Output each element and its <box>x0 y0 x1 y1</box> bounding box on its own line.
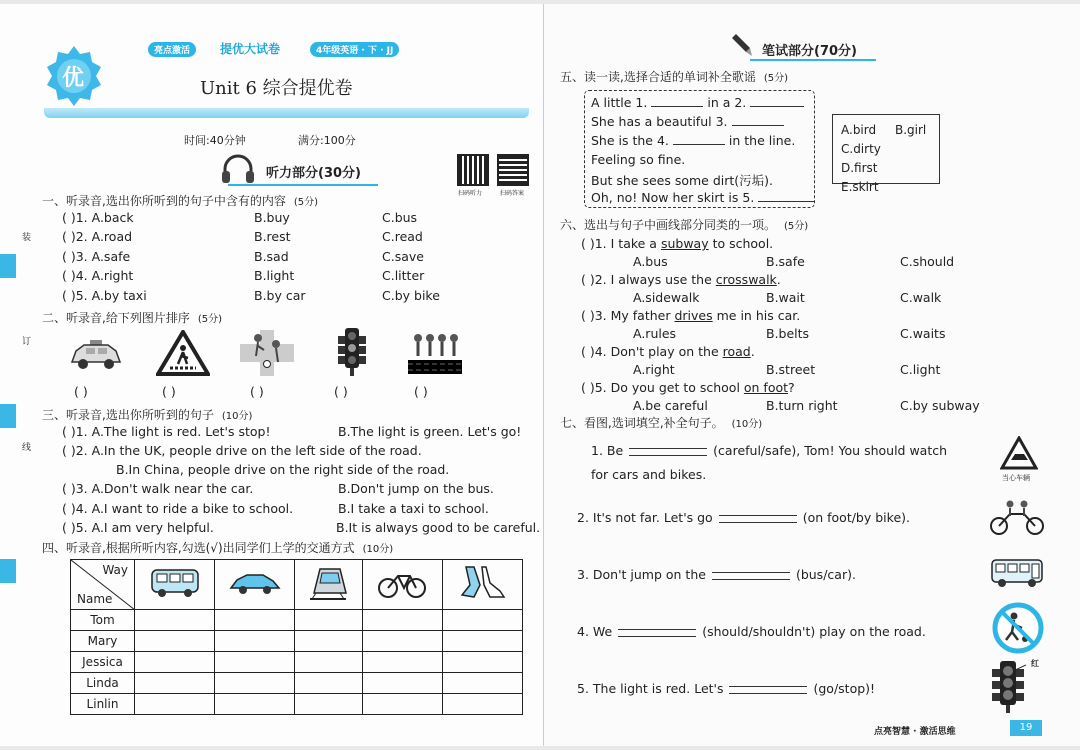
check-cell[interactable] <box>442 610 522 631</box>
section-2-title: 二、听录音,给下列图片排序 (5分) <box>42 311 222 325</box>
s1-option-c: C.bus <box>382 210 418 225</box>
s6-option-b: B.wait <box>766 290 805 305</box>
side-tab <box>0 254 16 278</box>
s1-option-c: C.save <box>382 249 424 264</box>
check-cell[interactable] <box>295 673 363 694</box>
answer-blank[interactable] <box>629 448 707 456</box>
transport-table <box>70 559 523 715</box>
crosswalk-sign-icon <box>156 330 210 380</box>
bicycle-icon <box>362 560 442 610</box>
traffic-light-icon <box>990 659 1026 717</box>
student-name: Mary <box>71 631 135 652</box>
check-cell[interactable] <box>362 610 442 631</box>
s7-item-4: 4. We (should/shouldn't) play on the road. <box>577 624 926 639</box>
student-name: Linlin <box>71 694 135 715</box>
chant-line: She is the 4. in the line. <box>591 133 796 148</box>
chant-line: A little 1. in a 2. <box>591 95 804 110</box>
word-option: B.girl <box>895 123 927 137</box>
corner-way: Way <box>102 563 128 577</box>
check-cell[interactable] <box>215 631 295 652</box>
word-option: E.skirt <box>841 180 879 194</box>
blank-3[interactable] <box>732 125 784 126</box>
check-cell[interactable] <box>135 673 215 694</box>
word-option: C.dirty <box>841 142 881 156</box>
s6-option-b: B.safe <box>766 254 805 269</box>
binding-label: 装 <box>22 233 32 243</box>
s1-option-b: B.buy <box>254 210 290 225</box>
s3-item-4: ( )4. A.I want to ride a bike to school. <box>62 501 294 516</box>
check-cell[interactable] <box>362 631 442 652</box>
check-cell[interactable] <box>362 673 442 694</box>
chant-line: Feeling so fine. <box>591 152 686 167</box>
student-name: Linda <box>71 673 135 694</box>
s3-option-b: B.I take a taxi to school. <box>338 501 489 516</box>
answer-blank[interactable] <box>618 629 696 637</box>
s7-item-5: 5. The light is red. Let's (go/stop)! <box>577 681 876 696</box>
s7-item-3: 3. Don't jump on the (bus/car). <box>577 567 856 582</box>
warning-sign-icon <box>1000 436 1038 474</box>
s1-option-b: B.rest <box>254 229 291 244</box>
check-cell[interactable] <box>215 652 295 673</box>
left-page <box>0 4 543 746</box>
side-tab <box>0 404 16 428</box>
student-name: Jessica <box>71 652 135 673</box>
side-tab <box>0 559 16 583</box>
s6-option-b: B.turn right <box>766 398 838 413</box>
chant-line: Oh, no! Now her skirt is 5. <box>591 190 814 205</box>
s7-item-2: 2. It's not far. Let's go (on foot/by bike). <box>577 510 910 525</box>
check-cell[interactable] <box>362 652 442 673</box>
check-cell[interactable] <box>362 694 442 715</box>
blank-5[interactable] <box>758 201 814 202</box>
sign-caption: 当心车辆 <box>1002 474 1030 482</box>
s6-option-a: A.rules <box>633 326 677 341</box>
bus-icon <box>135 560 215 610</box>
section-4-title: 四、听录音,根据所听内容,勾选(√)出同学们上学的交通方式 (10分) <box>42 541 394 555</box>
qr-label: 扫码答案 <box>500 190 525 197</box>
corner-name: Name <box>77 592 113 606</box>
s3-item-5: ( )5. A.I am very helpful. <box>62 520 214 535</box>
s6-option-a: A.be careful <box>633 398 708 413</box>
s1-option-b: B.sad <box>254 249 289 264</box>
check-cell[interactable] <box>215 673 295 694</box>
check-cell[interactable] <box>442 652 522 673</box>
check-cell[interactable] <box>215 610 295 631</box>
page-number: 19 <box>1010 720 1042 736</box>
table-corner <box>71 560 135 610</box>
s3-option-b: B.It is always good to be careful. <box>336 520 541 535</box>
s3-item-1: ( )1. A.The light is red. Let's stop! <box>62 424 271 439</box>
book-title: 提优大试卷 <box>220 42 281 56</box>
s6-option-a: A.bus <box>633 254 668 269</box>
pencil-icon <box>732 32 754 60</box>
check-cell[interactable] <box>135 610 215 631</box>
check-cell[interactable] <box>215 694 295 715</box>
answer-bracket[interactable]: ( ) <box>334 384 348 399</box>
check-cell[interactable] <box>442 694 522 715</box>
qr-code-icon[interactable] <box>497 154 529 186</box>
s6-item-4: ( )4. Don't play on the road. <box>581 344 755 359</box>
answer-blank[interactable] <box>729 686 807 694</box>
s1-option-b: B.by car <box>254 288 306 303</box>
s3-option-b: B.The light is green. Let's go! <box>338 424 522 439</box>
blank-4[interactable] <box>673 144 725 145</box>
s1-item: ( )1. A.back <box>62 210 134 225</box>
headphones-icon <box>220 152 256 186</box>
check-cell[interactable] <box>135 652 215 673</box>
s1-item: ( )5. A.by taxi <box>62 288 147 303</box>
divider <box>750 59 876 61</box>
s3-item-3: ( )3. A.Don't walk near the car. <box>62 481 254 496</box>
score-label: 满分:100分 <box>298 134 356 147</box>
unit-title: Unit 6 综合提优卷 <box>200 78 353 99</box>
s3-item-2: ( )2. A.In the UK, people drive on the left side of the road. <box>62 443 422 458</box>
s6-option-a: A.right <box>633 362 675 377</box>
check-cell[interactable] <box>295 610 363 631</box>
check-cell[interactable] <box>442 673 522 694</box>
s3-option-b: B.In China, people drive on the right side of the road. <box>116 462 450 477</box>
time-label: 时间:40分钟 <box>184 134 246 147</box>
answer-bracket[interactable]: ( ) <box>250 384 264 399</box>
section-7-title: 七、看图,选词填空,补全句子。 (10分) <box>560 416 763 430</box>
grade-pill: 4年级英语 · 下 · JJ <box>310 42 399 57</box>
section-6-title: 六、选出与句子中画线部分同类的一项。 (5分) <box>560 218 809 232</box>
chant-line: She has a beautiful 3. <box>591 114 784 129</box>
chant-line: But she sees some dirt(污垢). <box>591 173 774 188</box>
subway-train-icon <box>295 560 363 610</box>
answer-blank[interactable] <box>712 572 790 580</box>
answer-blank[interactable] <box>719 515 797 523</box>
s1-item: ( )3. A.safe <box>62 249 131 264</box>
s6-option-c: C.walk <box>900 290 942 305</box>
car-icon <box>215 560 295 610</box>
s7-item-1-cont: for cars and bikes. <box>591 467 707 482</box>
s6-option-b: B.belts <box>766 326 810 341</box>
word-bank <box>832 114 940 194</box>
section-5-title: 五、读一读,选择合适的单词补全歌谣 (5分) <box>560 70 788 84</box>
answer-bracket[interactable]: ( ) <box>74 384 88 399</box>
written-part-title: 笔试部分(70分) <box>762 44 857 59</box>
s1-item: ( )4. A.right <box>62 268 134 283</box>
walking-feet-icon <box>442 560 522 610</box>
s6-item-5: ( )5. Do you get to school on foot? <box>581 380 795 395</box>
s6-option-c: C.should <box>900 254 955 269</box>
check-cell[interactable] <box>295 694 363 715</box>
s1-option-c: C.read <box>382 229 423 244</box>
answer-bracket[interactable]: ( ) <box>414 384 428 399</box>
series-pill: 亮点激活 <box>148 42 196 57</box>
check-cell[interactable] <box>135 694 215 715</box>
bus-icon <box>990 556 1044 594</box>
s3-option-b: B.Don't jump on the bus. <box>338 481 494 496</box>
s6-option-b: B.street <box>766 362 816 377</box>
taxi-icon <box>68 336 124 378</box>
check-cell[interactable] <box>295 652 363 673</box>
student-name: Tom <box>71 610 135 631</box>
right-page <box>543 4 1080 746</box>
s1-option-c: C.litter <box>382 268 425 283</box>
traffic-light-icon <box>336 326 368 380</box>
qr-code-icon[interactable] <box>457 154 489 186</box>
s1-item: ( )2. A.road <box>62 229 133 244</box>
s6-option-a: A.sidewalk <box>633 290 700 305</box>
award-badge-icon <box>44 44 104 108</box>
light-label: 红 <box>1031 659 1039 668</box>
s6-item-1: ( )1. I take a subway to school. <box>581 236 774 251</box>
word-option: A.bird <box>841 123 877 137</box>
s7-item-1: 1. Be (careful/safe), Tom! You should watch <box>591 443 948 458</box>
s6-option-c: C.by subway <box>900 398 980 413</box>
divider <box>228 184 378 186</box>
footer-slogan: 点亮智慧 · 激活思维 <box>874 727 956 737</box>
s6-item-3: ( )3. My father drives me in his car. <box>581 308 801 323</box>
s6-option-c: C.light <box>900 362 941 377</box>
qr-label: 扫码听力 <box>458 190 483 197</box>
kids-playing-road-icon <box>240 330 294 380</box>
word-option: D.first <box>841 161 878 175</box>
listening-part-title: 听力部分(30分) <box>266 166 361 181</box>
section-3-title: 三、听录音,选出你所听到的句子 (10分) <box>42 408 253 422</box>
section-1-title: 一、听录音,选出你所听到的句子中含有的内容 (5分) <box>42 194 318 208</box>
badge-text: 优 <box>62 66 85 91</box>
s1-option-c: C.by bike <box>382 288 440 303</box>
s6-option-c: C.waits <box>900 326 946 341</box>
check-cell[interactable] <box>442 631 522 652</box>
s1-option-b: B.light <box>254 268 295 283</box>
s6-item-2: ( )2. I always use the crosswalk. <box>581 272 781 287</box>
header-bar <box>44 108 529 118</box>
check-cell[interactable] <box>135 631 215 652</box>
binding-label: 线 <box>22 443 32 453</box>
blank-1[interactable] <box>651 106 703 107</box>
tandem-bicycle-icon <box>990 500 1044 540</box>
answer-bracket[interactable]: ( ) <box>162 384 176 399</box>
blank-2[interactable] <box>750 106 804 107</box>
people-waiting-crosswalk-icon <box>408 330 462 380</box>
check-cell[interactable] <box>295 631 363 652</box>
no-playing-sign-icon <box>992 602 1044 658</box>
binding-label: 订 <box>22 337 32 347</box>
